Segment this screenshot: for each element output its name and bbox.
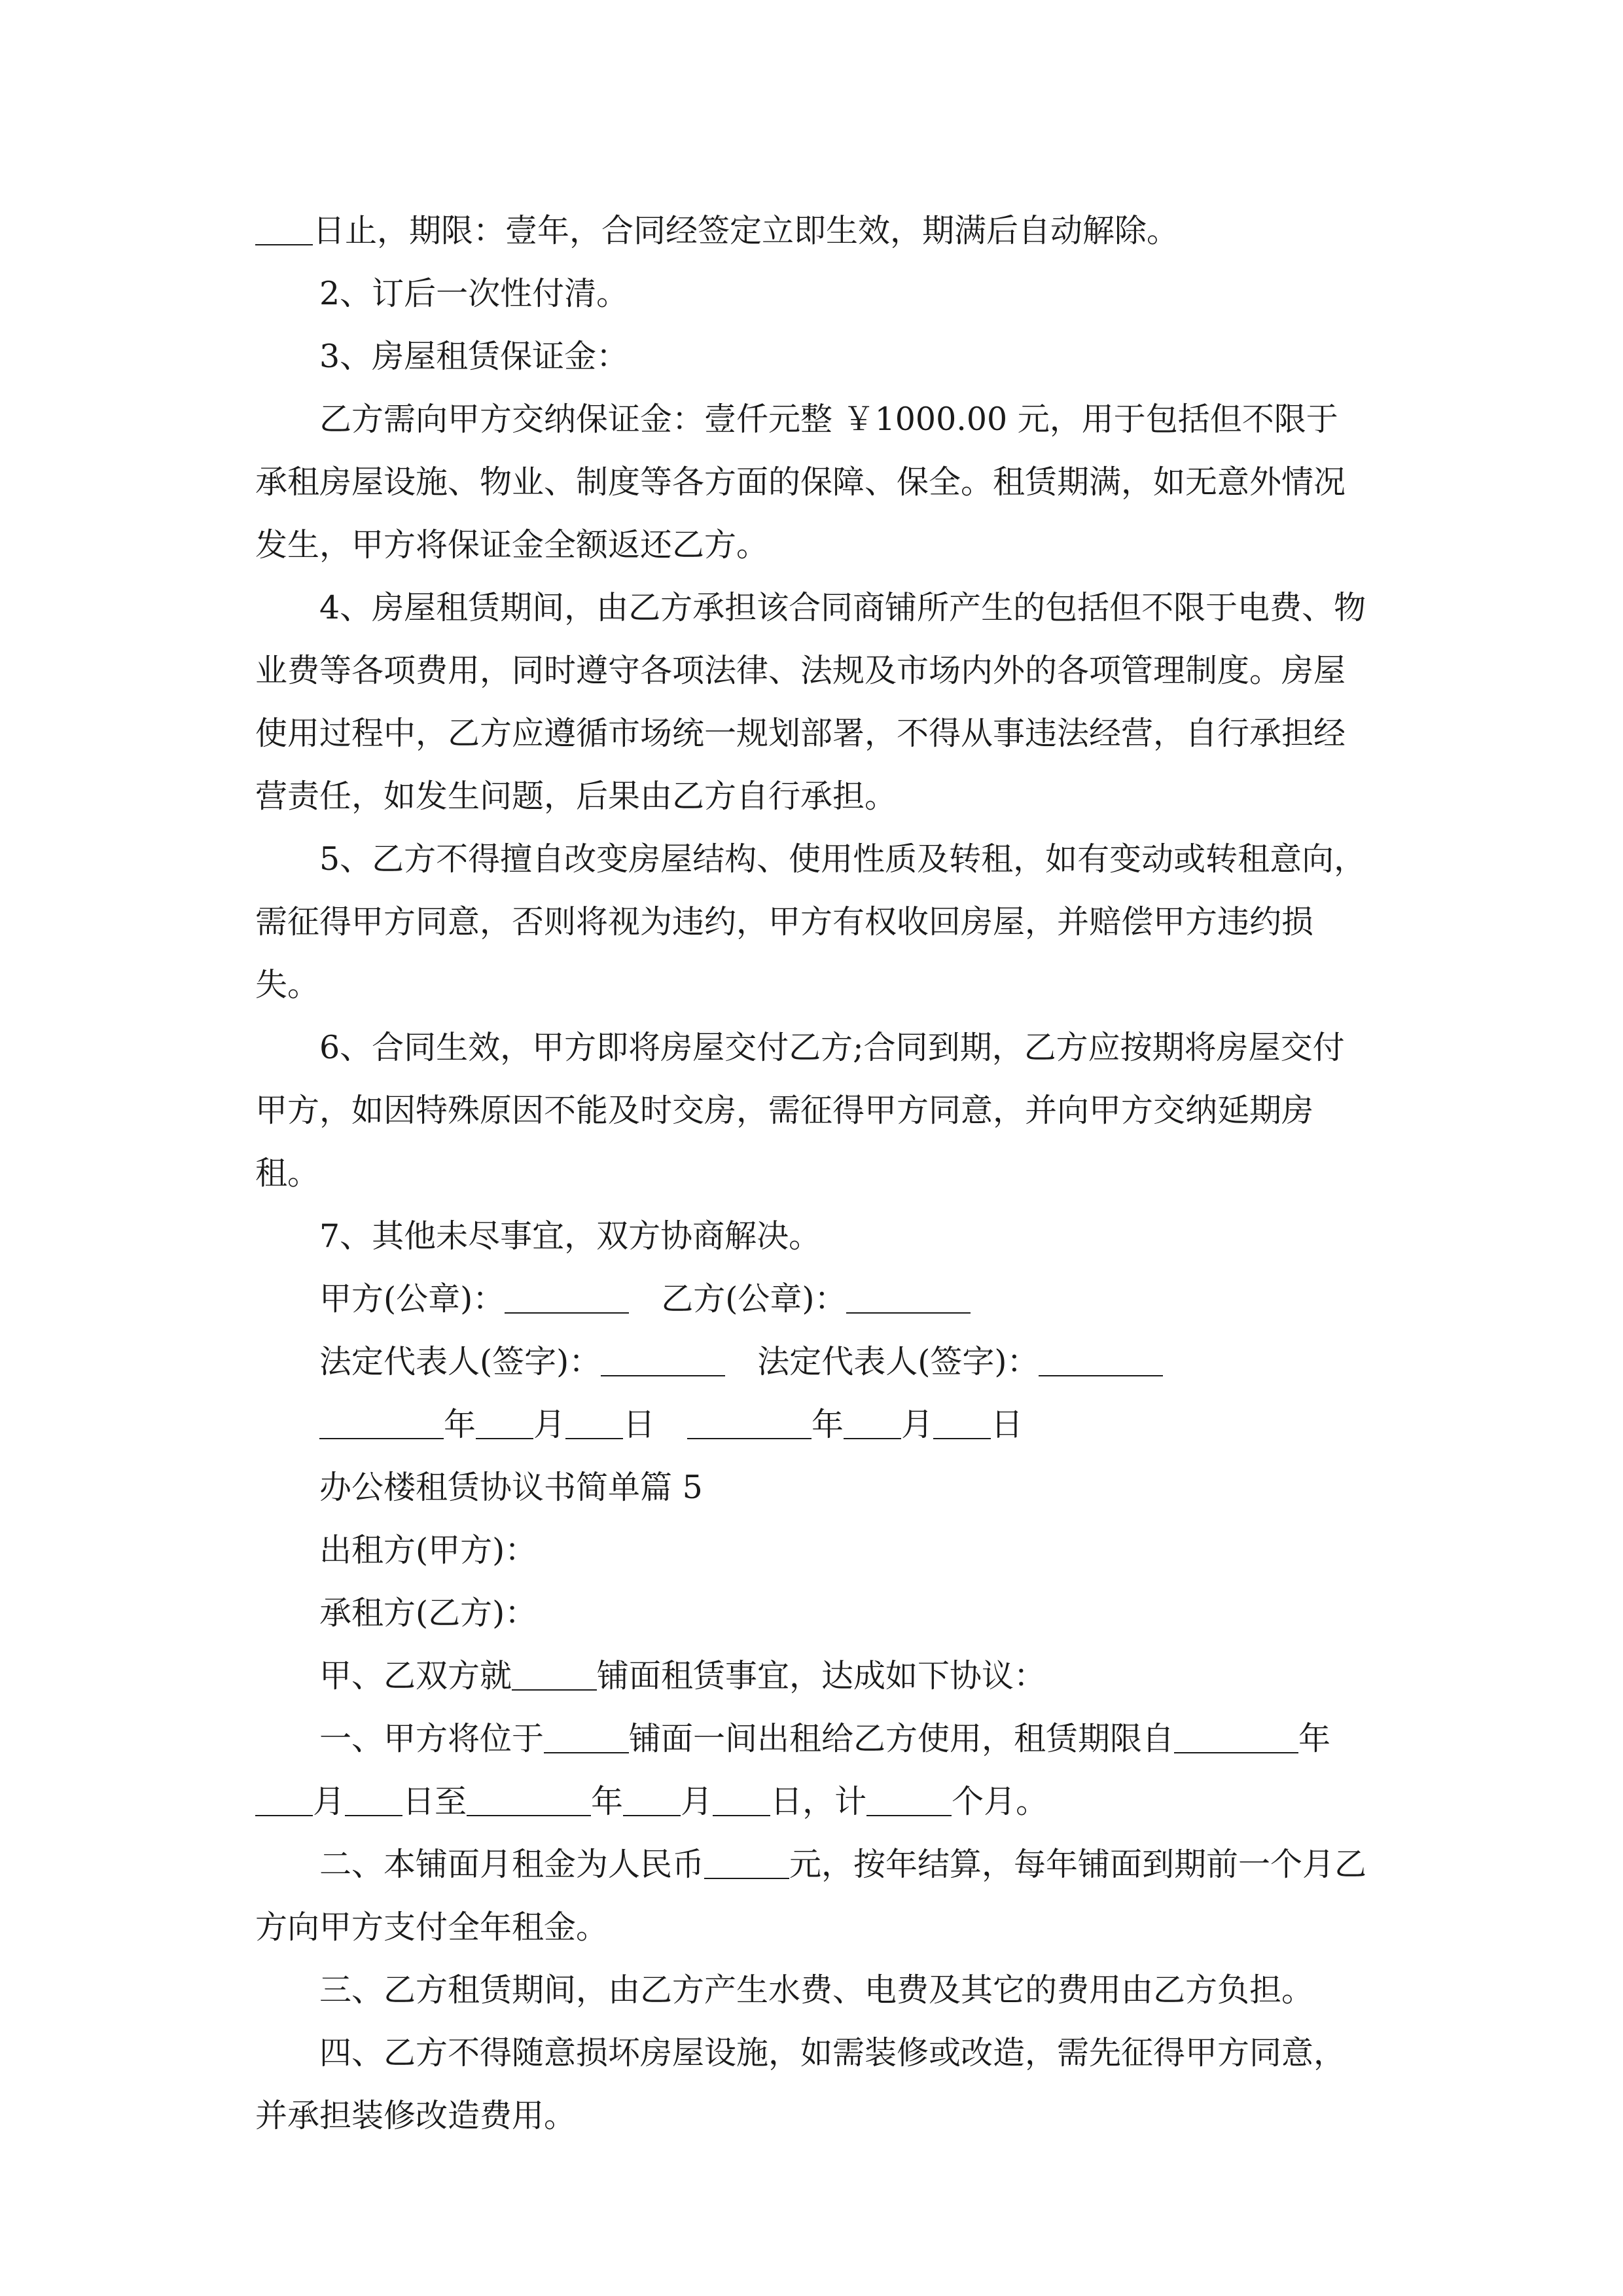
blank-line: [255, 212, 313, 245]
blank-line: [713, 1783, 770, 1816]
party-b-seal-blank: [846, 1280, 971, 1314]
date-blank: [319, 1406, 444, 1439]
party-a-seal-blank: [505, 1280, 629, 1314]
blank-line: [866, 1783, 952, 1816]
paragraph-clause-6: 6、合同生效，甲方即将房屋交付乙方;合同到期，乙方应按期将房屋交付甲方，如因特殊原因不能及时交房，需征得甲方同意，并向甲方交纳延期房租。: [255, 1029, 1345, 1192]
paragraph-deposit-heading: 3、房屋租赁保证金：: [319, 338, 629, 375]
blank-line: [467, 1783, 591, 1816]
rep-b-label: 法定代表人(签字)：: [757, 1343, 1039, 1380]
signature-rep-line: [255, 1331, 1368, 1393]
date-blank: [844, 1406, 901, 1439]
paragraph-term-end: 日止，期限：壹年，合同经签定立即生效，期满后自动解除。: [255, 200, 1368, 262]
party-a-seal-label: 甲方(公章)：: [319, 1280, 505, 1318]
rep-b-blank: [1039, 1343, 1163, 1376]
party-b-seal-label: 乙方(公章)：: [661, 1280, 847, 1318]
blank-line: [512, 1657, 597, 1691]
blank-line: [1174, 1720, 1298, 1753]
signature-date-line: 年 月 日 年 月 日: [255, 1393, 1368, 1456]
paragraph-deposit: 乙方需向甲方交纳保证金：壹仟元整 ￥1000.00 元，用于包括但不限于承租房屋设施、物业、制度等各方面的保障、保全。租赁期满，如无意外情况发生，甲方将保证金全额返还乙方。: [255, 401, 1346, 564]
paragraph-article-2: 二、本铺面月租金为人民币 元，按年结算，每年铺面到期前一个月乙方向甲方支付全年租金。: [255, 1846, 1367, 1946]
date-blank: [933, 1406, 991, 1439]
signature-seal-line: [255, 1268, 1368, 1331]
rep-a-blank: [601, 1343, 725, 1376]
lessee-line: 承租方(乙方)：: [319, 1594, 537, 1632]
blank-line: [704, 1846, 789, 1879]
date-blank: [687, 1406, 812, 1439]
rep-a-label: 法定代表人(签字)：: [319, 1343, 601, 1380]
document-page: [255, 200, 1368, 2147]
paragraph-clause-7: 7、其他未尽事宜，双方协商解决。: [319, 1217, 821, 1255]
blank-line: [623, 1783, 681, 1816]
blank-line: [544, 1720, 629, 1753]
paragraph-article-3: 三、乙方租赁期间，由乙方产生水费、电费及其它的费用由乙方负担。: [319, 1971, 1314, 2009]
paragraph-clause-4: 4、房屋租赁期间，由乙方承担该合同商铺所产生的包括但不限于电费、物业费等各项费用，同时遵守各项法律、法规及市场内外的各项管理制度。房屋使用过程中，乙方应遵循市场统一规划部署，不得从事违法经营，自行承担经营责任，如发生问题，后果由乙方自行承担。: [255, 589, 1366, 815]
blank-line: [255, 1783, 313, 1816]
paragraph-clause-5: 5、乙方不得擅自改变房屋结构、使用性质及转租，如有变动或转租意向，需征得甲方同意，否则将视为违约，甲方有权收回房屋，并赔偿甲方违约损失。: [255, 840, 1366, 1003]
lessor-line: 出租方(甲方)：: [319, 1532, 537, 1569]
paragraph-article-4: 四、乙方不得随意损坏房屋设施，如需装修或改造，需先征得甲方同意，并承担装修改造费用。: [255, 2034, 1346, 2134]
date-blank: [565, 1406, 623, 1439]
paragraph-article-1: 一、甲方将位于 铺面一间出租给乙方使用，租赁期限自 年月 日至 年 月 日，计 个月。: [255, 1708, 1368, 1833]
section-title: 办公楼租赁协议书简单篇 5: [319, 1469, 703, 1506]
paragraph-payment: 2、订后一次性付清。: [319, 275, 629, 312]
blank-line: [345, 1783, 402, 1816]
paragraph-intro: 甲、乙双方就 铺面租赁事宜，达成如下协议：: [319, 1657, 1046, 1695]
date-blank: [476, 1406, 533, 1439]
